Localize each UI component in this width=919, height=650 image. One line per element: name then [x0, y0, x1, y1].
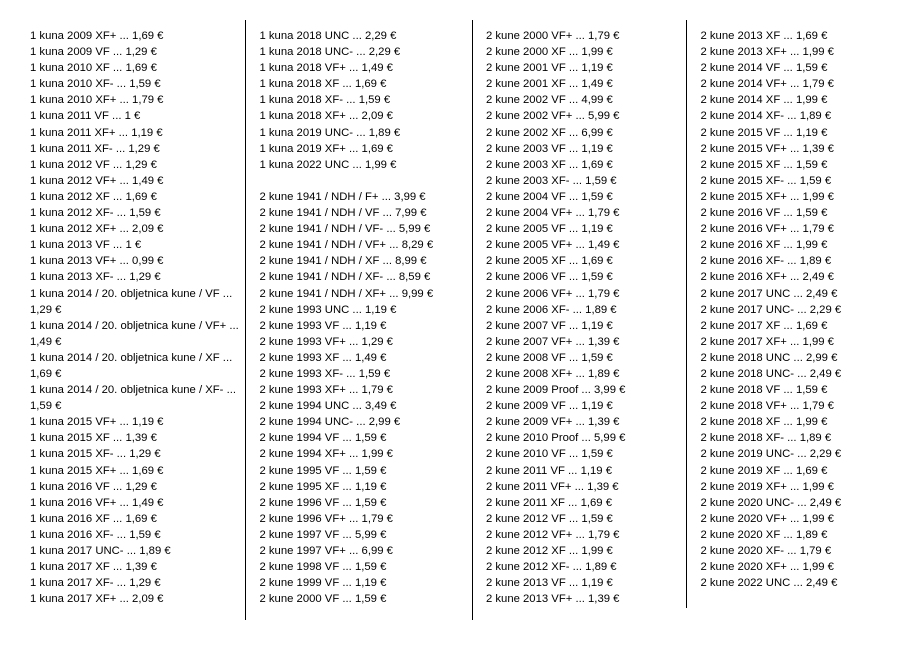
price-entry: 2 kune 1996 VF ... 1,59 €: [259, 496, 387, 509]
price-entry: 2 kune 2009 VF+ ... 1,39 €: [485, 416, 620, 429]
price-entry: 2 kune 2009 Proof ... 3,99 €: [485, 384, 626, 397]
price-entry: 1 kuna 2019 UNC- ... 1,89 €: [259, 126, 401, 139]
price-entry: 2 kune 2020 XF+ ... 1,99 €: [700, 561, 834, 574]
price-entry: 1 kuna 2017 UNC- ... 1,89 €: [30, 545, 171, 557]
price-entry: 2 kune 1993 VF+ ... 1,29 €: [259, 335, 393, 348]
price-entry: 1 kuna 2014 / 20. obljetnica kune / XF ... 1,69 €: [30, 351, 233, 380]
price-entry: 2 kune 1941 / NDH / VF ... 7,99 €: [259, 207, 427, 220]
price-entry: 2 kune 2004 VF+ ... 1,79 €: [485, 207, 620, 220]
price-entry: 2 kune 2013 XF+ ... 1,99 €: [700, 46, 834, 59]
price-entry: 2 kune 2000 VF+ ... 1,79 €: [485, 30, 620, 42]
price-entry: 1 kuna 2011 VF ... 1 €: [30, 110, 141, 123]
price-entry: 1 kuna 2014 / 20. obljetnica kune / VF+ ... 1,49 €: [30, 319, 239, 348]
price-entry: 2 kune 2014 VF+ ... 1,79 €: [700, 78, 834, 91]
price-entry: 2 kune 2017 UNC- ... 2,29 €: [700, 303, 842, 316]
price-entry: 2 kune 1941 / NDH / VF- ... 5,99 €: [259, 223, 431, 236]
price-entry: 2 kune 2018 XF- ... 1,89 €: [700, 432, 832, 445]
price-entry: 2 kune 2018 VF+ ... 1,79 €: [700, 400, 834, 413]
price-entry: 1 kuna 2010 XF+ ... 1,79 €: [30, 94, 164, 107]
price-entry: 1 kuna 2022 UNC ... 1,99 €: [259, 158, 397, 171]
price-entry: 2 kune 2018 XF ... 1,99 €: [700, 416, 828, 429]
price-entry: 1 kuna 2012 XF+ ... 2,09 €: [30, 223, 164, 236]
price-column: [686, 28, 901, 650]
price-column: [245, 28, 471, 650]
price-entry: 1 kuna 2016 VF ... 1,29 €: [30, 480, 157, 493]
price-entry: 2 kune 1941 / NDH / F+ ... 3,99 €: [259, 190, 426, 203]
price-entry: 2 kune 2016 XF- ... 1,89 €: [700, 255, 832, 268]
price-entry: 2 kune 1994 VF ... 1,59 €: [259, 432, 387, 445]
price-entry: 2 kune 2004 VF ... 1,59 €: [485, 190, 613, 203]
price-entry: 2 kune 1993 UNC ... 1,19 €: [259, 303, 397, 316]
price-entry: 2 kune 2005 XF ... 1,69 €: [485, 255, 613, 268]
price-column: [472, 28, 687, 650]
price-entry: 2 kune 2013 VF ... 1,19 €: [485, 577, 613, 590]
price-entry: 2 kune 1997 VF+ ... 6,99 €: [259, 545, 393, 557]
price-entry: 2 kune 2010 Proof ... 5,99 €: [485, 432, 626, 445]
price-entry: 1 kuna 2017 XF- ... 1,29 €: [30, 577, 161, 590]
price-entry: 2 kune 2014 XF- ... 1,89 €: [700, 110, 832, 123]
price-entry: 2 kune 2012 XF ... 1,99 €: [485, 545, 613, 557]
price-entry: 2 kune 2011 VF ... 1,19 €: [485, 464, 612, 477]
price-entry: 1 kuna 2009 XF+ ... 1,69 €: [30, 30, 164, 42]
price-entry: 2 kune 2005 VF ... 1,19 €: [485, 223, 613, 236]
price-entry: 2 kune 2008 XF+ ... 1,89 €: [485, 367, 620, 380]
price-entry: 2 kune 1994 UNC ... 3,49 €: [259, 400, 397, 413]
price-entry: 2 kune 1998 VF ... 1,59 €: [259, 561, 387, 574]
price-entry: 2 kune 1941 / NDH / VF+ ... 8,29 €: [259, 239, 434, 252]
price-entry: 2 kune 2002 VF ... 4,99 €: [485, 94, 613, 107]
price-entry: 2 kune 2012 VF ... 1,59 €: [485, 512, 613, 525]
price-entry: 1 kuna 2010 XF- ... 1,59 €: [30, 78, 161, 91]
price-entry: 2 kune 2018 VF ... 1,59 €: [700, 384, 828, 397]
price-entry: 1 kuna 2016 XF- ... 1,59 €: [30, 528, 161, 541]
price-entry: 2 kune 1993 VF ... 1,19 €: [259, 319, 387, 332]
price-entry: 2 kune 2014 VF ... 1,59 €: [700, 62, 828, 75]
price-entry: 2 kune 1941 / NDH / XF ... 8,99 €: [259, 255, 427, 268]
price-entry: 1 kuna 2018 UNC ... 2,29 €: [259, 30, 397, 42]
price-entry: 2 kune 1995 VF ... 1,59 €: [259, 464, 387, 477]
price-entry: 2 kune 2000 VF ... 1,59 €: [259, 593, 387, 606]
price-column: [18, 28, 245, 650]
price-entry: 1 kuna 2019 XF+ ... 1,69 €: [259, 142, 393, 155]
price-entry: 1 kuna 2016 VF+ ... 1,49 €: [30, 496, 164, 509]
price-entry: 1 kuna 2015 VF+ ... 1,19 €: [30, 416, 164, 429]
price-entry: 2 kune 1993 XF ... 1,49 €: [259, 351, 387, 364]
price-entry: 1 kuna 2012 VF+ ... 1,49 €: [30, 174, 164, 187]
price-entry: 2 kune 2007 VF ... 1,19 €: [485, 319, 613, 332]
price-entry: 2 kune 2011 VF+ ... 1,39 €: [485, 480, 619, 493]
price-entry: 2 kune 1993 XF- ... 1,59 €: [259, 367, 391, 380]
price-entry: 1 kuna 2009 VF ... 1,29 €: [30, 46, 157, 59]
price-entry: 2 kune 2015 XF- ... 1,59 €: [700, 174, 832, 187]
price-entry: 2 kune 2018 UNC ... 2,99 €: [700, 351, 838, 364]
price-entry: 2 kune 2010 VF ... 1,59 €: [485, 448, 613, 461]
price-entry: 2 kune 2015 VF ... 1,19 €: [700, 126, 828, 139]
entry-spacer: [259, 173, 465, 189]
price-entry: 1 kuna 2011 XF- ... 1,29 €: [30, 142, 160, 155]
price-entry: 2 kune 2006 VF+ ... 1,79 €: [485, 287, 620, 300]
price-entry: 2 kune 2006 XF- ... 1,89 €: [485, 303, 617, 316]
price-entry: 1 kuna 2017 XF+ ... 2,09 €: [30, 593, 164, 606]
price-entry: 1 kuna 2015 XF- ... 1,29 €: [30, 448, 161, 461]
price-entry: 2 kune 2019 XF+ ... 1,99 €: [700, 480, 834, 493]
price-entry: 2 kune 2020 VF+ ... 1,99 €: [700, 512, 834, 525]
price-entry: 1 kuna 2012 XF- ... 1,59 €: [30, 207, 161, 220]
price-entry: 2 kune 2019 UNC- ... 2,29 €: [700, 448, 842, 461]
price-entry: 2 kune 2001 XF ... 1,49 €: [485, 78, 613, 91]
price-entry: 2 kune 2007 VF+ ... 1,39 €: [485, 335, 620, 348]
price-entry: 1 kuna 2015 XF ... 1,39 €: [30, 432, 157, 445]
price-entry: 1 kuna 2011 XF+ ... 1,19 €: [30, 126, 163, 139]
price-entry: 2 kune 1994 XF+ ... 1,99 €: [259, 448, 393, 461]
price-entry: 2 kune 2015 XF ... 1,59 €: [700, 158, 828, 171]
price-entry: 1 kuna 2018 XF ... 1,69 €: [259, 78, 387, 91]
price-entry: 2 kune 1941 / NDH / XF+ ... 9,99 €: [259, 287, 434, 300]
price-entry: 1 kuna 2018 UNC- ... 2,29 €: [259, 46, 401, 59]
price-entry: 2 kune 2008 VF ... 1,59 €: [485, 351, 613, 364]
price-entry: 1 kuna 2018 VF+ ... 1,49 €: [259, 62, 393, 75]
price-entry: 2 kune 2016 XF ... 1,99 €: [700, 239, 828, 252]
price-entry: 2 kune 2020 UNC- ... 2,49 €: [700, 496, 842, 509]
price-entry: 2 kune 2020 XF- ... 1,79 €: [700, 545, 832, 557]
price-entry: 2 kune 2003 XF- ... 1,59 €: [485, 174, 617, 187]
price-entry: 2 kune 2005 VF+ ... 1,49 €: [485, 239, 620, 252]
price-entry: 1 kuna 2013 XF- ... 1,29 €: [30, 271, 161, 284]
price-entry: 2 kune 1996 VF+ ... 1,79 €: [259, 512, 393, 525]
price-entry: 2 kune 2009 VF ... 1,19 €: [485, 400, 613, 413]
price-entry: 2 kune 2016 VF ... 1,59 €: [700, 207, 828, 220]
price-entry: 1 kuna 2017 XF ... 1,39 €: [30, 561, 157, 574]
price-entry: 2 kune 2013 VF+ ... 1,39 €: [485, 593, 620, 606]
column-divider: [245, 20, 246, 620]
price-entry: 2 kune 2015 XF+ ... 1,99 €: [700, 190, 834, 203]
price-entry: 2 kune 2017 XF+ ... 1,99 €: [700, 335, 834, 348]
price-entry: 1 kuna 2016 XF ... 1,69 €: [30, 512, 157, 525]
price-entry: 1 kuna 2014 / 20. obljetnica kune / XF- ... 1,59 €: [30, 384, 236, 413]
price-entry: 2 kune 2017 XF ... 1,69 €: [700, 319, 828, 332]
price-entry: 2 kune 2018 UNC- ... 2,49 €: [700, 367, 842, 380]
price-entry: 2 kune 1994 UNC- ... 2,99 €: [259, 416, 401, 429]
price-entry: 1 kuna 2012 VF ... 1,29 €: [30, 158, 157, 171]
price-entry: 2 kune 2015 VF+ ... 1,39 €: [700, 142, 834, 155]
price-entry: 2 kune 2003 VF ... 1,19 €: [485, 142, 613, 155]
price-entry: 1 kuna 2018 XF- ... 1,59 €: [259, 94, 391, 107]
price-entry: 2 kune 1995 XF ... 1,19 €: [259, 480, 387, 493]
price-entry: 2 kune 2006 VF ... 1,59 €: [485, 271, 613, 284]
price-entry: 1 kuna 2013 VF+ ... 0,99 €: [30, 255, 164, 268]
price-entry: 2 kune 2013 XF ... 1,69 €: [700, 30, 828, 42]
price-entry: 2 kune 1993 XF+ ... 1,79 €: [259, 384, 393, 397]
price-entry: 1 kuna 2013 VF ... 1 €: [30, 239, 142, 252]
price-entry: 2 kune 2017 UNC ... 2,49 €: [700, 287, 838, 300]
price-entry: 2 kune 2012 XF- ... 1,89 €: [485, 561, 617, 574]
price-entry: 2 kune 2014 XF ... 1,99 €: [700, 94, 828, 107]
price-entry: 1 kuna 2012 XF ... 1,69 €: [30, 190, 157, 203]
price-entry: 2 kune 2019 XF ... 1,69 €: [700, 464, 828, 477]
price-entry: 2 kune 2022 UNC ... 2,49 €: [700, 577, 838, 590]
price-entry: 2 kune 1997 VF ... 5,99 €: [259, 528, 387, 541]
price-entry: 1 kuna 2010 XF ... 1,69 €: [30, 62, 157, 75]
price-entry: 2 kune 2002 VF+ ... 5,99 €: [485, 110, 620, 123]
price-entry: 2 kune 2012 VF+ ... 1,79 €: [485, 528, 620, 541]
price-entry: 2 kune 2002 XF ... 6,99 €: [485, 126, 613, 139]
price-entry: 2 kune 2016 VF+ ... 1,79 €: [700, 223, 834, 236]
price-entry: 2 kune 2020 XF ... 1,89 €: [700, 528, 828, 541]
price-entry: 2 kune 2001 VF ... 1,19 €: [485, 62, 613, 75]
price-entry: 2 kune 2016 XF+ ... 2,49 €: [700, 271, 834, 284]
column-divider: [686, 20, 687, 608]
price-entry: 1 kuna 2018 XF+ ... 2,09 €: [259, 110, 393, 123]
price-entry: 1 kuna 2015 XF+ ... 1,69 €: [30, 464, 164, 477]
price-entry: 2 kune 2000 XF ... 1,99 €: [485, 46, 613, 59]
price-entry: 1 kuna 2014 / 20. obljetnica kune / VF ... 1,29 €: [30, 287, 233, 316]
price-entry: 2 kune 1999 VF ... 1,19 €: [259, 577, 387, 590]
column-divider: [472, 20, 473, 620]
price-entry: 2 kune 2003 XF ... 1,69 €: [485, 158, 613, 171]
price-entry: 2 kune 2011 XF ... 1,69 €: [485, 496, 612, 509]
price-entry: 2 kune 1941 / NDH / XF- ... 8,59 €: [259, 271, 431, 284]
